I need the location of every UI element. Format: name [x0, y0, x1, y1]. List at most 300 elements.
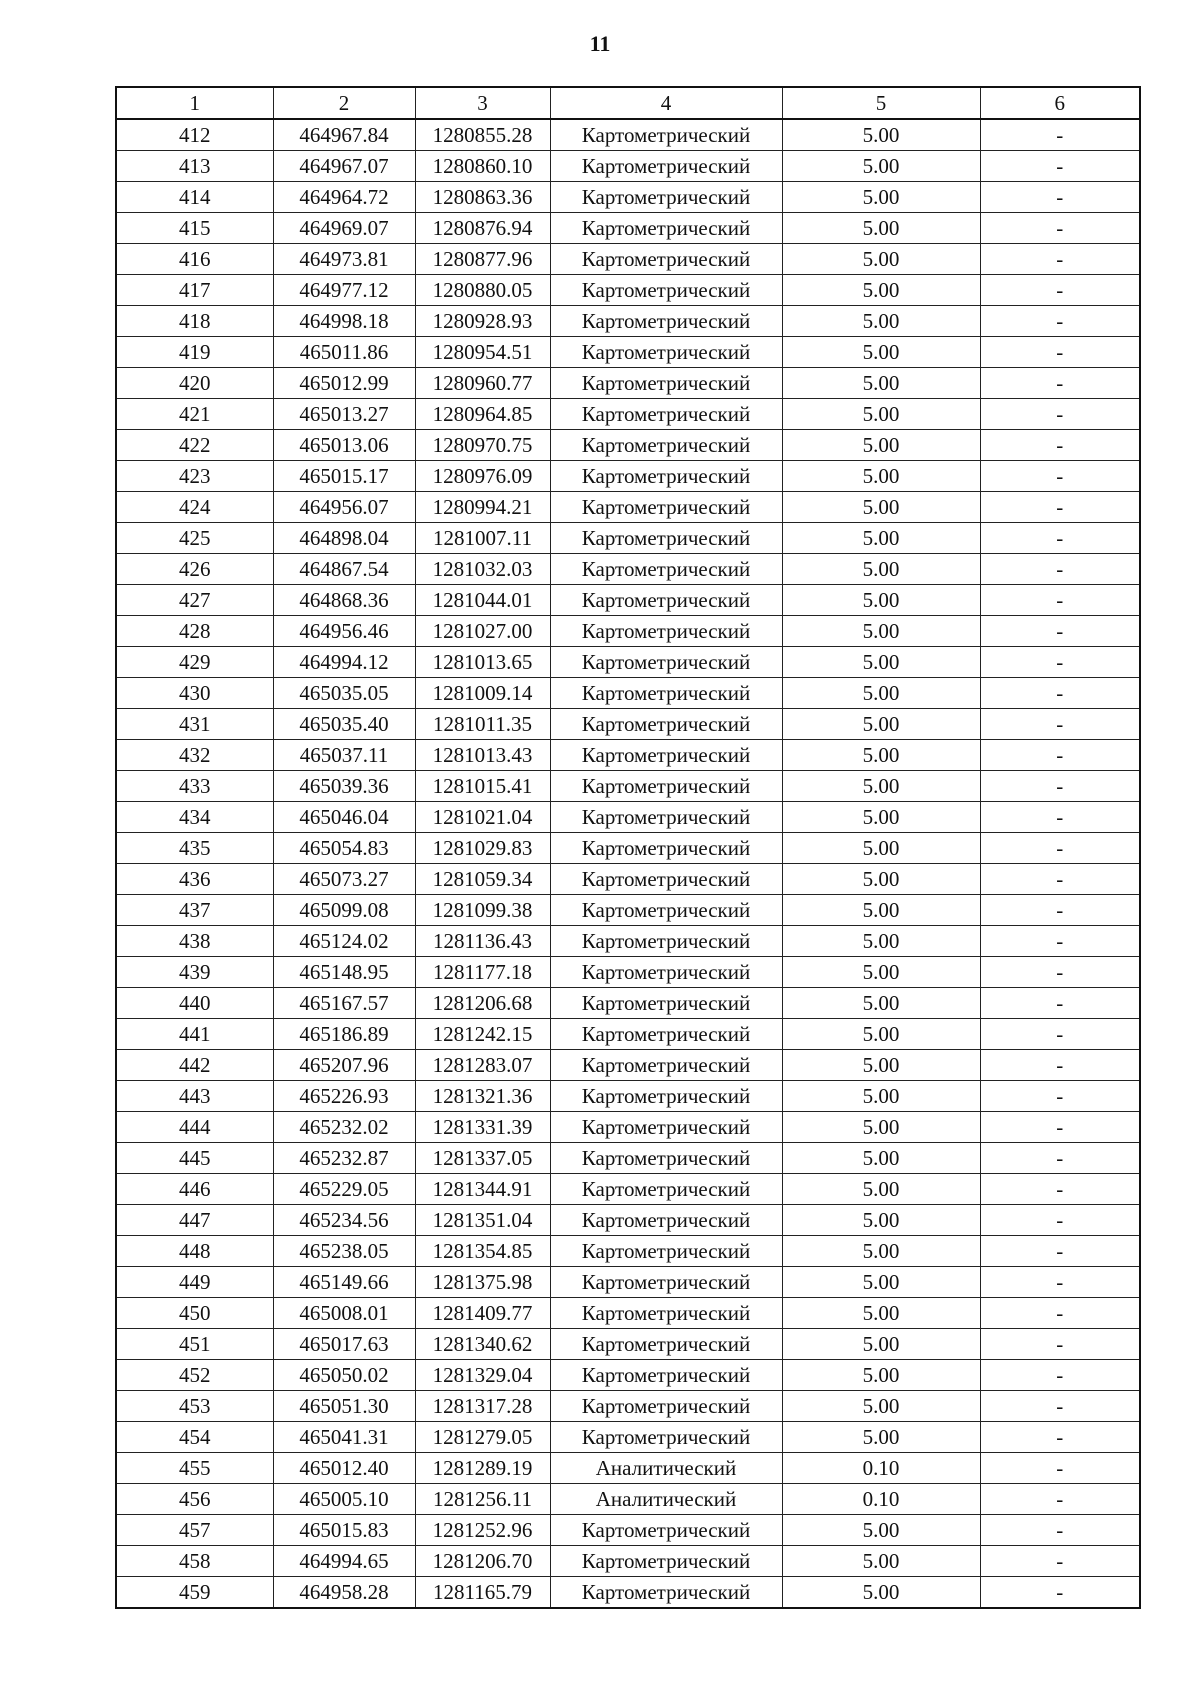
- table-row: [116, 585, 1140, 616]
- y-coordinate-cell: 1280855.28: [415, 119, 550, 151]
- x-coordinate-cell: 465148.95: [273, 957, 415, 988]
- point-number-cell: 414: [116, 182, 273, 213]
- table-row: [116, 616, 1140, 647]
- table-header: [116, 87, 1140, 119]
- accuracy-cell: 5.00: [782, 616, 980, 647]
- accuracy-cell: 5.00: [782, 833, 980, 864]
- accuracy-cell: 5.00: [782, 1546, 980, 1577]
- table-row: [116, 802, 1140, 833]
- y-coordinate-cell: 1281013.65: [415, 647, 550, 678]
- point-number-cell: 442: [116, 1050, 273, 1081]
- note-cell: -: [980, 895, 1140, 926]
- accuracy-cell: 5.00: [782, 1298, 980, 1329]
- x-coordinate-cell: 464969.07: [273, 213, 415, 244]
- x-coordinate-cell: 465013.06: [273, 430, 415, 461]
- method-cell: Картометрический: [550, 1112, 782, 1143]
- note-cell: -: [980, 1236, 1140, 1267]
- method-cell: Картометрический: [550, 1360, 782, 1391]
- note-cell: -: [980, 1174, 1140, 1205]
- method-cell: Картометрический: [550, 1546, 782, 1577]
- x-coordinate-cell: 464867.54: [273, 554, 415, 585]
- method-cell: Картометрический: [550, 1236, 782, 1267]
- x-coordinate-cell: 465232.02: [273, 1112, 415, 1143]
- method-cell: Картометрический: [550, 1050, 782, 1081]
- point-number-cell: 447: [116, 1205, 273, 1236]
- y-coordinate-cell: 1281177.18: [415, 957, 550, 988]
- x-coordinate-cell: 464958.28: [273, 1577, 415, 1609]
- y-coordinate-cell: 1281136.43: [415, 926, 550, 957]
- method-cell: Картометрический: [550, 957, 782, 988]
- table-row: [116, 740, 1140, 771]
- method-cell: Картометрический: [550, 802, 782, 833]
- table-row: [116, 1360, 1140, 1391]
- accuracy-cell: 5.00: [782, 1174, 980, 1205]
- table-body: [116, 119, 1140, 1608]
- accuracy-cell: 0.10: [782, 1453, 980, 1484]
- x-coordinate-cell: 465011.86: [273, 337, 415, 368]
- note-cell: -: [980, 275, 1140, 306]
- point-number-cell: 458: [116, 1546, 273, 1577]
- y-coordinate-cell: 1280880.05: [415, 275, 550, 306]
- point-number-cell: 454: [116, 1422, 273, 1453]
- point-number-cell: 415: [116, 213, 273, 244]
- y-coordinate-cell: 1281283.07: [415, 1050, 550, 1081]
- note-cell: -: [980, 1267, 1140, 1298]
- method-cell: Картометрический: [550, 399, 782, 430]
- table-row: [116, 1267, 1140, 1298]
- method-cell: Картометрический: [550, 430, 782, 461]
- accuracy-cell: 0.10: [782, 1484, 980, 1515]
- y-coordinate-cell: 1280928.93: [415, 306, 550, 337]
- y-coordinate-cell: 1281032.03: [415, 554, 550, 585]
- coordinates-table: [115, 86, 1141, 1609]
- point-number-cell: 412: [116, 119, 273, 151]
- method-cell: Картометрический: [550, 616, 782, 647]
- table-row: [116, 523, 1140, 554]
- y-coordinate-cell: 1280860.10: [415, 151, 550, 182]
- x-coordinate-cell: 465149.66: [273, 1267, 415, 1298]
- point-number-cell: 428: [116, 616, 273, 647]
- point-number-cell: 416: [116, 244, 273, 275]
- y-coordinate-cell: 1281344.91: [415, 1174, 550, 1205]
- point-number-cell: 446: [116, 1174, 273, 1205]
- table-row: [116, 1484, 1140, 1515]
- method-cell: Картометрический: [550, 461, 782, 492]
- accuracy-cell: 5.00: [782, 1112, 980, 1143]
- method-cell: Картометрический: [550, 678, 782, 709]
- table-row: [116, 1453, 1140, 1484]
- y-coordinate-cell: 1281340.62: [415, 1329, 550, 1360]
- x-coordinate-cell: 464998.18: [273, 306, 415, 337]
- note-cell: -: [980, 337, 1140, 368]
- table-row: [116, 1298, 1140, 1329]
- point-number-cell: 455: [116, 1453, 273, 1484]
- x-coordinate-cell: 465012.99: [273, 368, 415, 399]
- y-coordinate-cell: 1280876.94: [415, 213, 550, 244]
- header-row: [116, 87, 1140, 119]
- point-number-cell: 431: [116, 709, 273, 740]
- y-coordinate-cell: 1281351.04: [415, 1205, 550, 1236]
- point-number-cell: 448: [116, 1236, 273, 1267]
- point-number-cell: 425: [116, 523, 273, 554]
- x-coordinate-cell: 465013.27: [273, 399, 415, 430]
- point-number-cell: 451: [116, 1329, 273, 1360]
- note-cell: -: [980, 182, 1140, 213]
- point-number-cell: 422: [116, 430, 273, 461]
- x-coordinate-cell: 465073.27: [273, 864, 415, 895]
- note-cell: -: [980, 1360, 1140, 1391]
- table-row: [116, 213, 1140, 244]
- note-cell: -: [980, 523, 1140, 554]
- header-cell-col-6: 6: [980, 87, 1140, 119]
- method-cell: Картометрический: [550, 833, 782, 864]
- note-cell: -: [980, 709, 1140, 740]
- y-coordinate-cell: 1281206.70: [415, 1546, 550, 1577]
- accuracy-cell: 5.00: [782, 119, 980, 151]
- method-cell: Картометрический: [550, 895, 782, 926]
- table-row: [116, 1050, 1140, 1081]
- note-cell: -: [980, 151, 1140, 182]
- accuracy-cell: 5.00: [782, 461, 980, 492]
- note-cell: -: [980, 957, 1140, 988]
- x-coordinate-cell: 465046.04: [273, 802, 415, 833]
- x-coordinate-cell: 465234.56: [273, 1205, 415, 1236]
- method-cell: Картометрический: [550, 275, 782, 306]
- point-number-cell: 457: [116, 1515, 273, 1546]
- x-coordinate-cell: 465015.83: [273, 1515, 415, 1546]
- table-row: [116, 647, 1140, 678]
- accuracy-cell: 5.00: [782, 647, 980, 678]
- point-number-cell: 443: [116, 1081, 273, 1112]
- point-number-cell: 413: [116, 151, 273, 182]
- note-cell: -: [980, 740, 1140, 771]
- table-row: [116, 399, 1140, 430]
- table-row: [116, 1515, 1140, 1546]
- point-number-cell: 436: [116, 864, 273, 895]
- method-cell: Картометрический: [550, 554, 782, 585]
- accuracy-cell: 5.00: [782, 399, 980, 430]
- y-coordinate-cell: 1281337.05: [415, 1143, 550, 1174]
- y-coordinate-cell: 1280994.21: [415, 492, 550, 523]
- x-coordinate-cell: 465232.87: [273, 1143, 415, 1174]
- method-cell: Картометрический: [550, 213, 782, 244]
- y-coordinate-cell: 1281317.28: [415, 1391, 550, 1422]
- table-row: [116, 119, 1140, 151]
- accuracy-cell: 5.00: [782, 895, 980, 926]
- x-coordinate-cell: 465035.05: [273, 678, 415, 709]
- x-coordinate-cell: 465017.63: [273, 1329, 415, 1360]
- x-coordinate-cell: 464994.65: [273, 1546, 415, 1577]
- accuracy-cell: 5.00: [782, 151, 980, 182]
- table-row: [116, 1143, 1140, 1174]
- point-number-cell: 421: [116, 399, 273, 430]
- accuracy-cell: 5.00: [782, 523, 980, 554]
- note-cell: -: [980, 1112, 1140, 1143]
- accuracy-cell: 5.00: [782, 430, 980, 461]
- table-row: [116, 182, 1140, 213]
- note-cell: -: [980, 554, 1140, 585]
- note-cell: -: [980, 430, 1140, 461]
- accuracy-cell: 5.00: [782, 275, 980, 306]
- accuracy-cell: 5.00: [782, 1143, 980, 1174]
- note-cell: -: [980, 1143, 1140, 1174]
- method-cell: Картометрический: [550, 1329, 782, 1360]
- accuracy-cell: 5.00: [782, 771, 980, 802]
- point-number-cell: 432: [116, 740, 273, 771]
- note-cell: -: [980, 647, 1140, 678]
- x-coordinate-cell: 464994.12: [273, 647, 415, 678]
- method-cell: Картометрический: [550, 1174, 782, 1205]
- accuracy-cell: 5.00: [782, 182, 980, 213]
- method-cell: Картометрический: [550, 864, 782, 895]
- table-row: [116, 957, 1140, 988]
- note-cell: -: [980, 306, 1140, 337]
- table-row: [116, 306, 1140, 337]
- note-cell: -: [980, 119, 1140, 151]
- point-number-cell: 427: [116, 585, 273, 616]
- accuracy-cell: 5.00: [782, 1236, 980, 1267]
- point-number-cell: 444: [116, 1112, 273, 1143]
- accuracy-cell: 5.00: [782, 1019, 980, 1050]
- point-number-cell: 437: [116, 895, 273, 926]
- x-coordinate-cell: 465035.40: [273, 709, 415, 740]
- y-coordinate-cell: 1280960.77: [415, 368, 550, 399]
- table-row: [116, 926, 1140, 957]
- x-coordinate-cell: 465226.93: [273, 1081, 415, 1112]
- table-row: [116, 1112, 1140, 1143]
- accuracy-cell: 5.00: [782, 740, 980, 771]
- accuracy-cell: 5.00: [782, 213, 980, 244]
- point-number-cell: 450: [116, 1298, 273, 1329]
- table-row: [116, 678, 1140, 709]
- y-coordinate-cell: 1281027.00: [415, 616, 550, 647]
- accuracy-cell: 5.00: [782, 957, 980, 988]
- y-coordinate-cell: 1281354.85: [415, 1236, 550, 1267]
- note-cell: -: [980, 399, 1140, 430]
- method-cell: Картометрический: [550, 151, 782, 182]
- note-cell: -: [980, 802, 1140, 833]
- y-coordinate-cell: 1280877.96: [415, 244, 550, 275]
- note-cell: -: [980, 213, 1140, 244]
- note-cell: -: [980, 678, 1140, 709]
- accuracy-cell: 5.00: [782, 244, 980, 275]
- x-coordinate-cell: 465099.08: [273, 895, 415, 926]
- table-row: [116, 895, 1140, 926]
- y-coordinate-cell: 1280954.51: [415, 337, 550, 368]
- x-coordinate-cell: 464956.07: [273, 492, 415, 523]
- accuracy-cell: 5.00: [782, 1081, 980, 1112]
- y-coordinate-cell: 1281329.04: [415, 1360, 550, 1391]
- accuracy-cell: 5.00: [782, 337, 980, 368]
- method-cell: Картометрический: [550, 1391, 782, 1422]
- method-cell: Аналитический: [550, 1453, 782, 1484]
- point-number-cell: 418: [116, 306, 273, 337]
- accuracy-cell: 5.00: [782, 368, 980, 399]
- note-cell: -: [980, 1391, 1140, 1422]
- y-coordinate-cell: 1281321.36: [415, 1081, 550, 1112]
- y-coordinate-cell: 1281331.39: [415, 1112, 550, 1143]
- point-number-cell: 456: [116, 1484, 273, 1515]
- y-coordinate-cell: 1281029.83: [415, 833, 550, 864]
- point-number-cell: 439: [116, 957, 273, 988]
- method-cell: Картометрический: [550, 771, 782, 802]
- accuracy-cell: 5.00: [782, 802, 980, 833]
- x-coordinate-cell: 465051.30: [273, 1391, 415, 1422]
- note-cell: -: [980, 1546, 1140, 1577]
- accuracy-cell: 5.00: [782, 864, 980, 895]
- table-row: [116, 1577, 1140, 1609]
- method-cell: Картометрический: [550, 1205, 782, 1236]
- table-row: [116, 1391, 1140, 1422]
- note-cell: -: [980, 926, 1140, 957]
- table-row: [116, 337, 1140, 368]
- accuracy-cell: 5.00: [782, 306, 980, 337]
- method-cell: Картометрический: [550, 1422, 782, 1453]
- note-cell: -: [980, 864, 1140, 895]
- note-cell: -: [980, 244, 1140, 275]
- method-cell: Картометрический: [550, 306, 782, 337]
- method-cell: Картометрический: [550, 182, 782, 213]
- accuracy-cell: 5.00: [782, 1360, 980, 1391]
- method-cell: Картометрический: [550, 1298, 782, 1329]
- table-row: [116, 1019, 1140, 1050]
- method-cell: Картометрический: [550, 709, 782, 740]
- y-coordinate-cell: 1281007.11: [415, 523, 550, 554]
- note-cell: -: [980, 585, 1140, 616]
- note-cell: -: [980, 988, 1140, 1019]
- method-cell: Картометрический: [550, 368, 782, 399]
- point-number-cell: 417: [116, 275, 273, 306]
- header-cell-col-5: 5: [782, 87, 980, 119]
- accuracy-cell: 5.00: [782, 1391, 980, 1422]
- table-row: [116, 864, 1140, 895]
- x-coordinate-cell: 465037.11: [273, 740, 415, 771]
- accuracy-cell: 5.00: [782, 926, 980, 957]
- header-cell-col-1: 1: [116, 87, 273, 119]
- method-cell: Картометрический: [550, 585, 782, 616]
- table-row: [116, 244, 1140, 275]
- accuracy-cell: 5.00: [782, 1050, 980, 1081]
- note-cell: -: [980, 1422, 1140, 1453]
- note-cell: -: [980, 1205, 1140, 1236]
- table-row: [116, 988, 1140, 1019]
- note-cell: -: [980, 833, 1140, 864]
- note-cell: -: [980, 492, 1140, 523]
- note-cell: -: [980, 1019, 1140, 1050]
- method-cell: Картометрический: [550, 988, 782, 1019]
- x-coordinate-cell: 465124.02: [273, 926, 415, 957]
- point-number-cell: 445: [116, 1143, 273, 1174]
- point-number-cell: 440: [116, 988, 273, 1019]
- y-coordinate-cell: 1281013.43: [415, 740, 550, 771]
- note-cell: -: [980, 1515, 1140, 1546]
- y-coordinate-cell: 1281021.04: [415, 802, 550, 833]
- accuracy-cell: 5.00: [782, 1267, 980, 1298]
- point-number-cell: 449: [116, 1267, 273, 1298]
- note-cell: -: [980, 1329, 1140, 1360]
- table-row: [116, 368, 1140, 399]
- x-coordinate-cell: 464868.36: [273, 585, 415, 616]
- note-cell: -: [980, 1050, 1140, 1081]
- point-number-cell: 419: [116, 337, 273, 368]
- page-number: 11: [589, 31, 611, 56]
- y-coordinate-cell: 1281011.35: [415, 709, 550, 740]
- y-coordinate-cell: 1281375.98: [415, 1267, 550, 1298]
- accuracy-cell: 5.00: [782, 1577, 980, 1609]
- accuracy-cell: 5.00: [782, 1422, 980, 1453]
- y-coordinate-cell: 1281242.15: [415, 1019, 550, 1050]
- x-coordinate-cell: 465039.36: [273, 771, 415, 802]
- x-coordinate-cell: 465005.10: [273, 1484, 415, 1515]
- x-coordinate-cell: 465015.17: [273, 461, 415, 492]
- point-number-cell: 426: [116, 554, 273, 585]
- method-cell: Картометрический: [550, 1143, 782, 1174]
- x-coordinate-cell: 465008.01: [273, 1298, 415, 1329]
- y-coordinate-cell: 1281044.01: [415, 585, 550, 616]
- note-cell: -: [980, 1298, 1140, 1329]
- method-cell: Картометрический: [550, 1019, 782, 1050]
- method-cell: Картометрический: [550, 1515, 782, 1546]
- y-coordinate-cell: 1280970.75: [415, 430, 550, 461]
- table-row: [116, 554, 1140, 585]
- x-coordinate-cell: 465207.96: [273, 1050, 415, 1081]
- x-coordinate-cell: 465012.40: [273, 1453, 415, 1484]
- point-number-cell: 424: [116, 492, 273, 523]
- method-cell: Картометрический: [550, 1081, 782, 1112]
- note-cell: -: [980, 616, 1140, 647]
- point-number-cell: 430: [116, 678, 273, 709]
- x-coordinate-cell: 464973.81: [273, 244, 415, 275]
- accuracy-cell: 5.00: [782, 709, 980, 740]
- x-coordinate-cell: 464967.84: [273, 119, 415, 151]
- method-cell: Картометрический: [550, 492, 782, 523]
- y-coordinate-cell: 1281099.38: [415, 895, 550, 926]
- point-number-cell: 441: [116, 1019, 273, 1050]
- y-coordinate-cell: 1281279.05: [415, 1422, 550, 1453]
- table-row: [116, 709, 1140, 740]
- method-cell: Картометрический: [550, 523, 782, 554]
- method-cell: Картометрический: [550, 337, 782, 368]
- point-number-cell: 435: [116, 833, 273, 864]
- point-number-cell: 420: [116, 368, 273, 399]
- note-cell: -: [980, 368, 1140, 399]
- x-coordinate-cell: 465229.05: [273, 1174, 415, 1205]
- method-cell: Картометрический: [550, 1577, 782, 1609]
- x-coordinate-cell: 465050.02: [273, 1360, 415, 1391]
- x-coordinate-cell: 465167.57: [273, 988, 415, 1019]
- accuracy-cell: 5.00: [782, 678, 980, 709]
- table-row: [116, 1546, 1140, 1577]
- table-row: [116, 492, 1140, 523]
- x-coordinate-cell: 465041.31: [273, 1422, 415, 1453]
- y-coordinate-cell: 1281252.96: [415, 1515, 550, 1546]
- point-number-cell: 438: [116, 926, 273, 957]
- note-cell: -: [980, 1081, 1140, 1112]
- x-coordinate-cell: 464977.12: [273, 275, 415, 306]
- point-number-cell: 453: [116, 1391, 273, 1422]
- x-coordinate-cell: 464967.07: [273, 151, 415, 182]
- table-row: [116, 151, 1140, 182]
- x-coordinate-cell: 465238.05: [273, 1236, 415, 1267]
- method-cell: Аналитический: [550, 1484, 782, 1515]
- point-number-cell: 452: [116, 1360, 273, 1391]
- note-cell: -: [980, 771, 1140, 802]
- accuracy-cell: 5.00: [782, 988, 980, 1019]
- accuracy-cell: 5.00: [782, 1515, 980, 1546]
- y-coordinate-cell: 1281289.19: [415, 1453, 550, 1484]
- y-coordinate-cell: 1281206.68: [415, 988, 550, 1019]
- y-coordinate-cell: 1281256.11: [415, 1484, 550, 1515]
